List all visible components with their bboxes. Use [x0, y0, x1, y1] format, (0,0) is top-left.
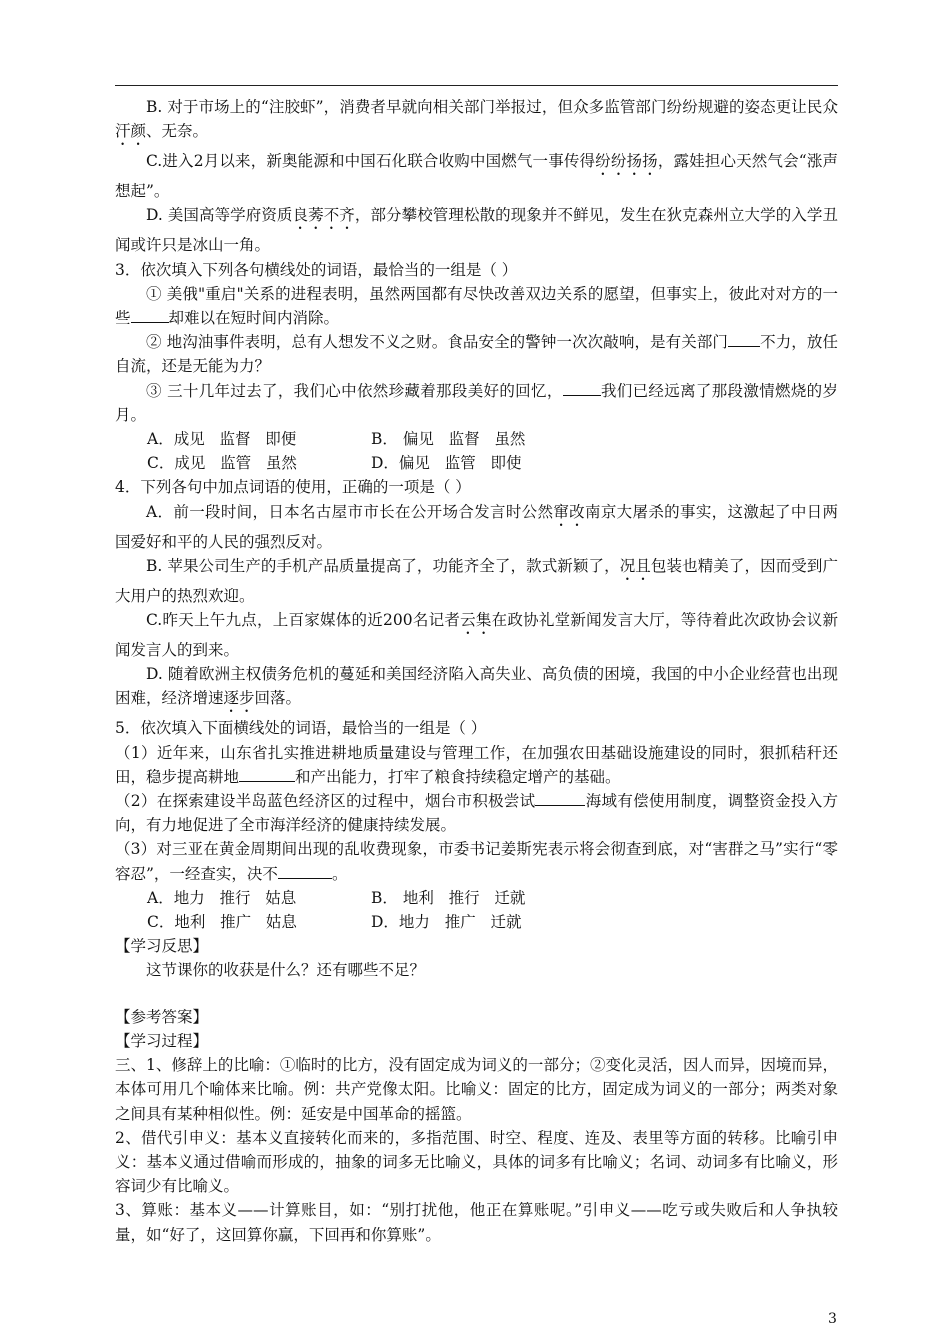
q2-d-text: D. 美国高等学府资质	[146, 206, 293, 225]
q5-option-b: B． 地利 推行 迁就	[371, 888, 526, 907]
q2-d-text-end: ，部分攀校管理松散的现象并不鲜见，发生在狄克森州立大学的入学丑闻或许只是冰山一角。	[115, 206, 838, 255]
q4-option-d	[115, 662, 838, 716]
reflection-heading: 【学习反思】	[115, 937, 209, 956]
q2-b-text-end: 、无奈。	[146, 122, 209, 141]
q5-option-c: C．地利 推广 姑息	[147, 913, 297, 932]
q4-c-text: C.昨天上午九点，上百家媒体的近200名记者	[146, 611, 461, 630]
fill-blank	[535, 789, 585, 806]
q3-s3-text-end: 我们已经远离了那段激情燃烧的岁月。	[115, 381, 838, 424]
q5-s1-text-end: 和产出能力，打牢了粮食持续稳定增产的基础。	[295, 767, 621, 786]
q4-b-text: B. 苹果公司生产的手机产品质量提高了，功能齐全了，款式新颖了，	[146, 556, 620, 575]
answer-paragraph-3: 3、算账：基本义——计算账目，如：“别打扰他，他正在算账呢。”引申义——吃亏或失败后和人争执较量，如“好了，这回算你赢，下回再和你算账”。	[115, 1201, 838, 1244]
q5-options-row-1	[115, 886, 838, 910]
q5-s2-text: （2）在探索建设半岛蓝色经济区的过程中，烟台市积极尝试	[115, 792, 536, 811]
q4-d-text: D. 随着欧洲主权债务危机的蔓延和美国经济陷入高失业、高负债的困境，我国的中小企业经营也出现困难，经济增速	[115, 665, 838, 708]
q3-s3-text: ③ 三十几年过去了，我们心中依然珍藏着那段美好的回忆，	[146, 381, 563, 400]
q2-b-dotted-word: 汗颜	[115, 122, 147, 141]
q5-sentence-2	[115, 789, 838, 837]
q4-option-a	[115, 500, 838, 554]
q5-options-row-2	[115, 910, 838, 934]
q3-options-row-2	[115, 451, 838, 475]
q3-sentence-3	[115, 379, 838, 427]
fill-blank	[278, 862, 332, 879]
q4-option-b	[115, 554, 838, 608]
reflection-text: 这节课你的收获是什么？还有哪些不足？	[146, 961, 426, 980]
q3-options-row-1	[115, 427, 838, 451]
q4-option-c	[115, 608, 838, 662]
answer-paragraph-1: 三、1、修辞上的比喻：①临时的比方，没有固定成为词义的一部分；②变化灵活，因人而异，因境而异，本体可用几个喻体来比喻。例：共产党像太阳。比喻义：固定的比方，固定成为词义的一部分；两类对象之间具有某种相似性。例：延安是中国革命的摇篮。	[115, 1056, 838, 1123]
fill-blank	[728, 330, 760, 347]
q4-d-dotted-word: 逐步	[223, 689, 255, 708]
fill-blank	[131, 306, 169, 323]
q3-stem: 3．依次填入下列各句横线处的词语，最恰当的一组是（ ）	[115, 260, 518, 279]
q2-d-dotted-word: 良莠不齐	[292, 206, 355, 225]
q2-b-text: B. 对于市场上的“注胶虾”，消费者早就向相关部门举报过，但众多监管部门纷纷规避的姿态更让民众	[146, 98, 838, 116]
q4-a-dotted-word: 窜改	[553, 502, 585, 521]
q4-d-text-end: 回落。	[254, 689, 302, 708]
fill-blank	[563, 379, 601, 396]
section-spacer	[115, 983, 838, 1005]
q3-sentence-2	[115, 330, 838, 378]
answers-subheading: 【学习过程】	[115, 1031, 209, 1050]
q5-s2-text-end: 海域有偿使用制度，调整资金投入方向，有力地促进了全市海洋经济的健康持续发展。	[115, 792, 838, 835]
q4-stem: 4．下列各句中加点词语的使用，正确的一项是（ ）	[115, 478, 471, 497]
q3-option-a: A．成见 监督 即便	[147, 430, 297, 449]
q3-option-d: D．偏见 监管 即使	[371, 454, 522, 473]
q4-b-dotted-word: 况且	[619, 556, 651, 575]
q5-s3-text: （3）对三亚在黄金周期间出现的乱收费现象，市委书记姜斯宪表示将会彻查到底，对“害群之马”实行“零容忍”，一经查实，决不	[115, 840, 838, 883]
q4-c-text-end: 在政协礼堂新闻发言大厅，等待着此次政协会议新闻发言人的到来。	[115, 611, 838, 660]
q5-sentence-1	[115, 741, 838, 789]
q2-c-text-end: ，露娃担心天然气会“涨声想起”。	[115, 152, 838, 201]
q3-option-b: B． 偏见 监督 虽然	[371, 430, 526, 449]
q3-option-c: C．成见 监管 虽然	[147, 454, 297, 473]
header-rule	[115, 85, 838, 86]
q5-stem: 5．依次填入下面横线处的词语，最恰当的一组是（ ）	[115, 719, 487, 738]
q2-c-dotted-word: 纷纷扬扬	[595, 152, 658, 171]
q3-s2-text-end: 不力，放任自流，还是无能为力？	[115, 333, 838, 376]
q5-sentence-3	[115, 837, 838, 885]
q5-s1-text: （1）近年来，山东省扎实推进耕地质量建设与管理工作，在加强农田基础设施建设的同时，狠抓秸秆还田，稳步提高耕地	[115, 743, 838, 786]
q2-option-c	[115, 149, 838, 203]
q4-c-dotted-word: 云集	[460, 611, 492, 630]
q5-option-d: D．地力 推广 迁就	[371, 913, 522, 932]
page-number: 3	[828, 1311, 837, 1327]
q5-s3-text-end: 。	[331, 864, 348, 883]
q3-s1-text-end: 却难以在短时间内消除。	[168, 309, 340, 328]
q5-option-a: A．地力 推行 姑息	[147, 888, 297, 907]
q3-s1-text: ① 美俄"重启"关系的进程表明，虽然两国都有尽快改善双边关系的愿望，但事实上，彼此对对方的一些	[115, 284, 838, 328]
q3-sentence-1	[115, 282, 838, 330]
answers-heading: 【参考答案】	[115, 1007, 209, 1026]
q2-option-b	[115, 95, 838, 149]
page-content	[115, 95, 838, 1247]
answer-paragraph-2: 2、借代引申义：基本义直接转化而来的，多指范围、时空、程度、连及、表里等方面的转移。比喻引申义：基本义通过借喻而形成的，抽象的词多无比喻义，具体的词多有比喻义；名词、动词多有比喻义，形容词少有比喻义。	[115, 1128, 838, 1196]
fill-blank	[239, 765, 295, 782]
q2-c-text: C.进入2月以来，新奥能源和中国石化联合收购中国燃气一事传得	[146, 152, 596, 171]
q4-b-text-end: 包装也精美了，因而受到广大用户的热烈欢迎。	[115, 556, 838, 605]
q4-a-text-end: 南京大屠杀的事实，这激起了中日两国爱好和平的人民的强烈反对。	[115, 502, 838, 551]
q4-a-text: A．前一段时间，日本名古屋市市长在公开场合发言时公然	[146, 502, 554, 521]
q2-option-d	[115, 203, 838, 257]
q3-s2-text: ② 地沟油事件表明，总有人想发不义之财。食品安全的警钟一次次敲响，是有关部门	[146, 333, 729, 352]
